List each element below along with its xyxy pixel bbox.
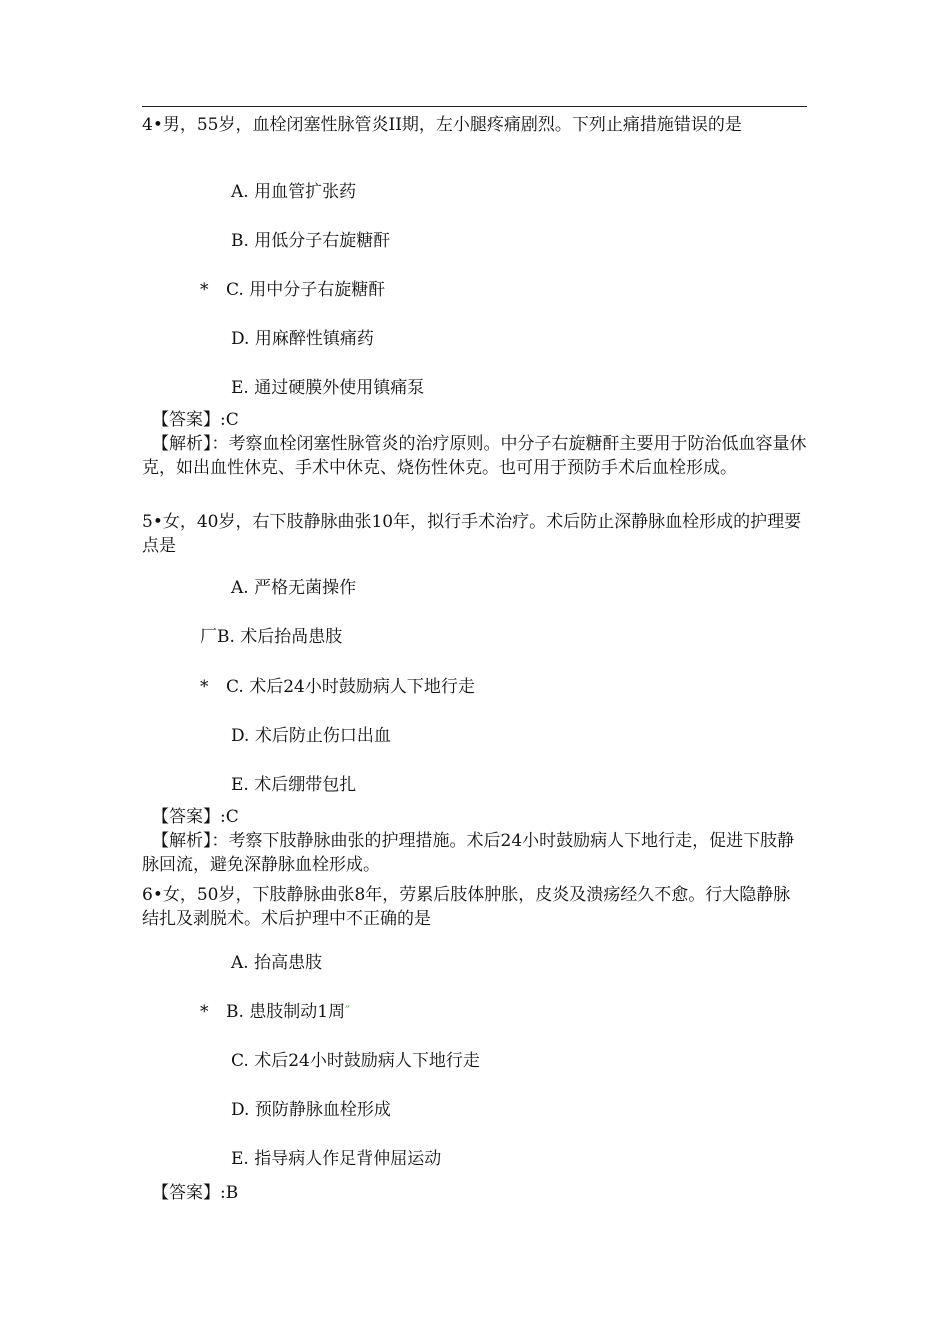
q5-option-c[interactable] [200, 675, 475, 699]
q6-option-b[interactable] [200, 1000, 350, 1024]
selected-marker: * [200, 677, 209, 697]
tick-mark: ″ [345, 1004, 350, 1019]
q6-option-c[interactable]: C. 术后24小时鼓励病人下地行走 [231, 1051, 480, 1071]
q6-option-d[interactable]: D. 预防静脉血栓形成 [231, 1100, 391, 1120]
q6-option-a[interactable]: A. 抬高患肢 [231, 953, 323, 973]
q4-option-e[interactable]: E. 通过硬膜外使用镇痛泵 [231, 378, 425, 398]
q4-explanation [142, 432, 807, 480]
selected-marker: * [200, 1002, 209, 1022]
q5-option-d[interactable]: D. 术后防止伤口出血 [231, 726, 391, 746]
q4-option-b[interactable]: B. 用低分子右旋糖酐 [231, 231, 391, 251]
q4-option-c[interactable] [200, 278, 385, 302]
question-6-stem: 6•女，50岁，下肢静脉曲张8年，劳累后肢体肿胀，皮炎及溃疡经久不愈。行大隐静脉结扎及剥脱术。术后护理中不正确的是 [142, 885, 791, 929]
q5-explanation [142, 829, 807, 877]
q6-option-b-label: B. 患肢制动1周 [226, 1002, 346, 1022]
q4-option-a[interactable]: A. 用血管扩张药 [231, 182, 357, 202]
q5-option-b[interactable] [200, 625, 342, 649]
q6-option-e[interactable]: E. 指导病人作足背伸屈运动 [231, 1149, 442, 1169]
q4-answer: 【答案】:C [152, 410, 239, 430]
question-5-stem: 5•女，40岁，右下肢静脉曲张10年，拟行手术治疗。术后防止深静脉血栓形成的护理要点是 [142, 512, 802, 556]
q5-option-b-label: B. 术后抬咼患肢 [217, 627, 343, 647]
q5-option-e[interactable]: E. 术后绷带包扎 [231, 775, 357, 795]
q4-explanation-text: 【解析】：考察血栓闭塞性脉管炎的治疗原则。中分子右旋糖酐主要用于防治低血容量休克，如出血性休克、手术中休克、烧伤性休克。也可用于预防手术后血栓形成。 [142, 434, 807, 478]
q6-answer: 【答案】:B [152, 1183, 239, 1203]
q5-option-b-prefix: 厂 [200, 627, 217, 647]
q4-option-d[interactable]: D. 用麻醉性镇痛药 [231, 329, 374, 349]
q5-option-c-label: C. 术后24小时鼓励病人下地行走 [226, 677, 475, 697]
q5-explanation-text: 【解析】：考察下肢静脉曲张的护理措施。术后24小时鼓励病人下地行走，促进下肢静脉回流，避免深静脉血栓形成。 [142, 831, 795, 875]
question-4-stem: 4•男，55岁，血栓闭塞性脉管炎II期，左小腿疼痛剧烈。下列止痛措施错误的是 [142, 115, 742, 135]
header-rule [142, 106, 807, 107]
q4-option-c-label: C. 用中分子右旋糖酐 [226, 280, 386, 300]
q5-answer: 【答案】:C [152, 807, 239, 827]
q5-option-a[interactable]: A. 严格无菌操作 [231, 578, 357, 598]
selected-marker: * [200, 280, 209, 300]
